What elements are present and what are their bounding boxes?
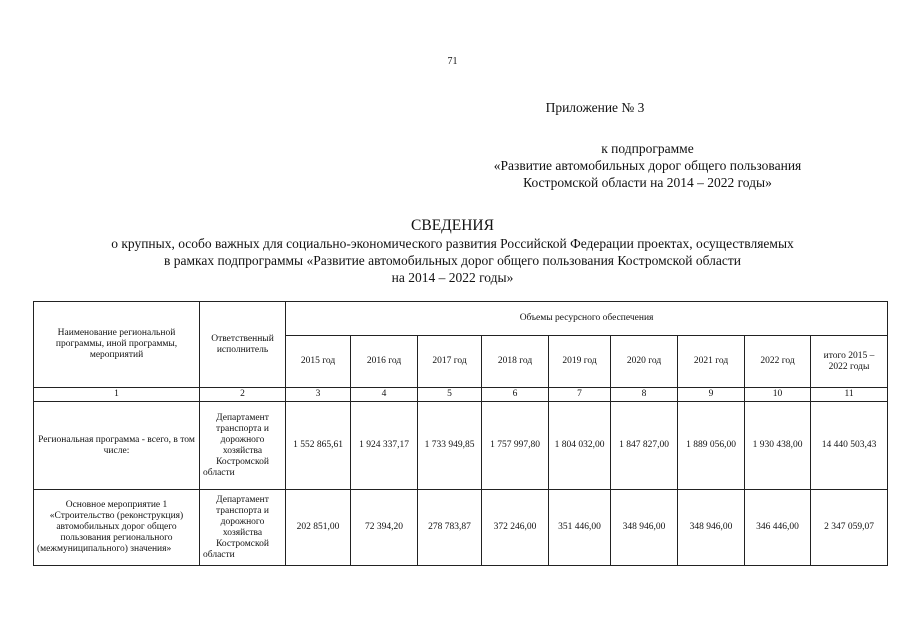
year-header: 2020 год	[611, 336, 678, 388]
year-header: 2015 год	[286, 336, 351, 388]
document-subtitle	[0, 235, 905, 286]
row-value: 1 847 827,00	[611, 402, 678, 490]
row-value: 1 804 032,00	[549, 402, 611, 490]
subtitle-line-3: на 2014 – 2022 годы»	[391, 270, 514, 285]
row-value: 72 394,20	[351, 490, 418, 566]
column-index: 3	[286, 388, 351, 402]
appendix-line-1: к подпрограмме	[601, 141, 694, 156]
year-header: 2022 год	[745, 336, 811, 388]
column-index: 7	[549, 388, 611, 402]
year-header: 2018 год	[482, 336, 549, 388]
header-executor: Ответственный исполнитель	[200, 302, 286, 388]
row-name: Основное мероприятие 1 «Строительство (реконструкция) автомобильных дорог общего пользования регионального (межмуниципального) значения»	[34, 490, 200, 566]
column-index: 11	[811, 388, 888, 402]
column-index: 10	[745, 388, 811, 402]
header-resources: Объемы ресурсного обеспечения	[286, 302, 888, 336]
year-header: 2019 год	[549, 336, 611, 388]
row-value: 1 930 438,00	[745, 402, 811, 490]
row-value: 1 733 949,85	[418, 402, 482, 490]
table-row	[34, 490, 888, 566]
row-value: 1 924 337,17	[351, 402, 418, 490]
year-header: 2016 год	[351, 336, 418, 388]
row-value: 202 851,00	[286, 490, 351, 566]
row-executor: Департамент транспорта и дорожного хозяйства Костромской области	[200, 490, 286, 566]
column-index: 6	[482, 388, 549, 402]
column-index: 2	[200, 388, 286, 402]
row-value: 278 783,87	[418, 490, 482, 566]
row-value: 372 246,00	[482, 490, 549, 566]
document-title: СВЕДЕНИЯ	[411, 217, 494, 234]
appendix-title: Приложение № 3	[545, 100, 645, 115]
row-value: 348 946,00	[611, 490, 678, 566]
appendix-line-3: Костромской области на 2014 – 2022 годы»	[523, 175, 772, 190]
appendix-line-2: «Развитие автомобильных дорог общего пользования	[493, 158, 802, 173]
row-value: 351 446,00	[549, 490, 611, 566]
subtitle-line-2: в рамках подпрограммы «Развитие автомобильных дорог общего пользования Костромской области	[164, 253, 741, 268]
year-header: 2017 год	[418, 336, 482, 388]
column-index: 9	[678, 388, 745, 402]
year-header: 2021 год	[678, 336, 745, 388]
subtitle-line-1: о крупных, особо важных для социально-экономического развития Российской Федерации проектах, осуществляемых	[111, 236, 794, 251]
column-index: 4	[351, 388, 418, 402]
row-total: 2 347 059,07	[811, 490, 888, 566]
row-value: 1 757 997,80	[482, 402, 549, 490]
resources-table	[33, 301, 888, 566]
row-executor: Департамент транспорта и дорожного хозяйства Костромской области	[200, 402, 286, 490]
row-value: 346 446,00	[745, 490, 811, 566]
table-header-row	[34, 302, 888, 336]
page-number: 71	[447, 56, 458, 67]
appendix-subtitle	[470, 140, 825, 191]
column-index: 1	[34, 388, 200, 402]
row-value: 1 889 056,00	[678, 402, 745, 490]
year-header: итого 2015 – 2022 годы	[811, 336, 888, 388]
row-value: 348 946,00	[678, 490, 745, 566]
row-total: 14 440 503,43	[811, 402, 888, 490]
row-name: Региональная программа - всего, в том числе:	[34, 402, 200, 490]
column-index: 5	[418, 388, 482, 402]
table-index-row	[34, 388, 888, 402]
table-row	[34, 402, 888, 490]
row-value: 1 552 865,61	[286, 402, 351, 490]
header-name: Наименование региональной программы, иной программы, мероприятий	[34, 302, 200, 388]
column-index: 8	[611, 388, 678, 402]
